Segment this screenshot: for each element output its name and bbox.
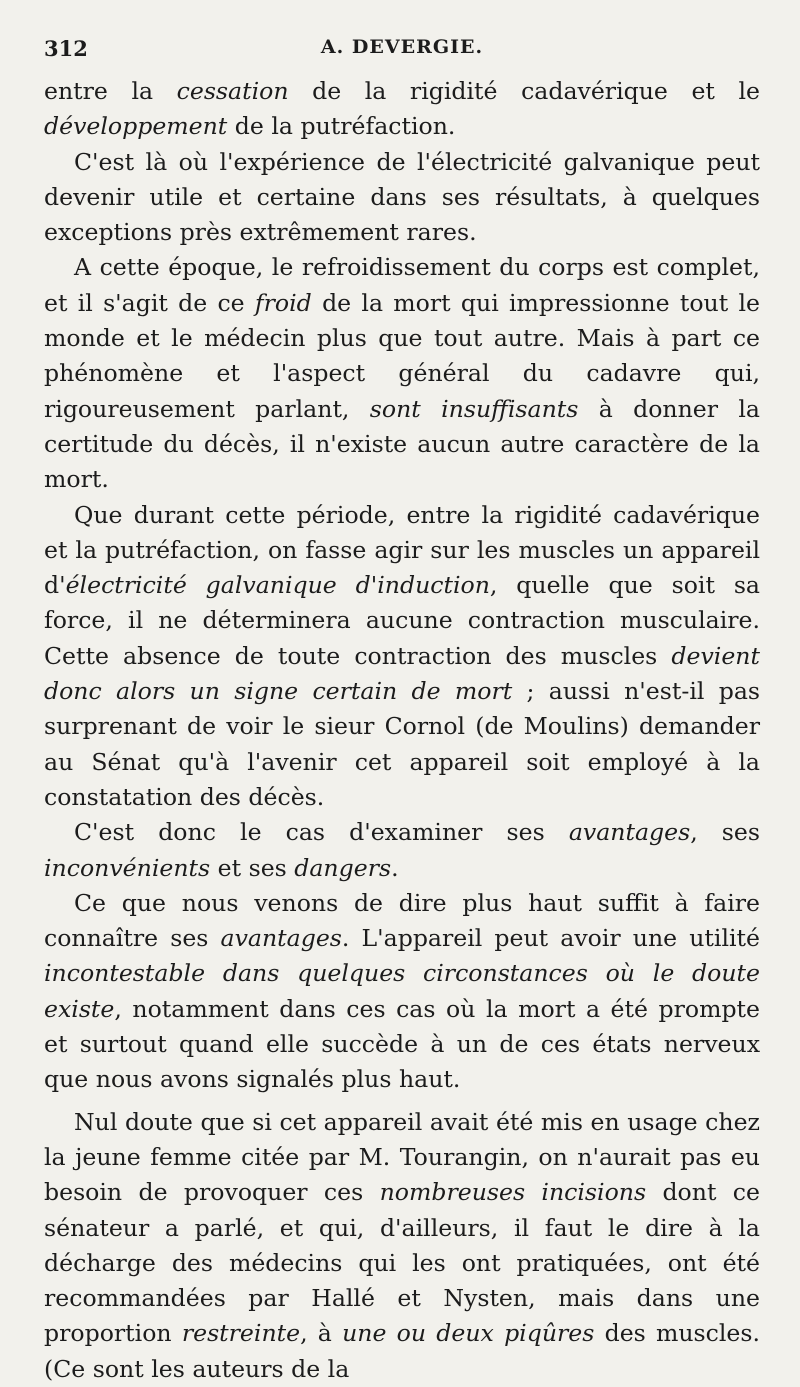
italic-text: devient donc alors un signe certain de mort (44, 641, 760, 706)
text-run: de la mort qui impressionne tout le monde et le médecin plus que tout autre. Mais à part ce phénomène et l'aspect général du cadavre qui, rigoureusement parlant, (44, 288, 760, 423)
text-run: des muscles. (Ce sont les auteurs de la (44, 1319, 760, 1383)
italic-text: développement (44, 112, 228, 141)
text-run: , quelle que soit sa force, il ne déterminera aucune contraction musculaire. Cette absence de toute contraction des muscles (44, 571, 761, 670)
running-title: A. DEVERGIE. (320, 36, 484, 58)
text-run: de la putréfaction. (227, 112, 456, 141)
paragraph (44, 1105, 760, 1387)
italic-text: avantages (568, 818, 691, 847)
paragraph (44, 815, 760, 886)
italic-text: électricité galvanique d'induction (65, 571, 490, 600)
italic-text: sont insuffisants (369, 394, 579, 423)
text-run: , ses (690, 818, 760, 847)
text-run: Que durant cette période, entre la rigidité cadavérique et la putréfaction, on fasse agir sur les muscles un appareil d' (44, 500, 760, 600)
text-run: et ses (210, 853, 295, 882)
text-run: . L'appareil peut avoir une utilité (341, 924, 760, 953)
italic-text: cessation (176, 77, 289, 105)
text-run: . (391, 853, 399, 882)
text-run: Nul doute que si cet appareil avait été mis en usage chez la jeune femme citée par M. Tourangin, on n'aurait pas eu besoin de provoquer ces (44, 1107, 760, 1207)
italic-text: une ou deux piqûres (342, 1319, 595, 1348)
text-run: A cette époque, le refroidissement du corps est complet, et il s'agit de ce (44, 253, 760, 317)
text-run: C'est donc le cas d'examiner ses (74, 818, 569, 847)
text-run: ; aussi n'est-il pas surprenant de voir le sieur Cornol (de Moulins) demander au Sénat qu'à l'avenir cet appareil soit employé à la constatation des décès. (44, 677, 760, 811)
italic-text: inconvénients (44, 853, 211, 882)
paragraph (44, 498, 760, 816)
text-run: de la rigidité cadavérique et le (288, 77, 760, 105)
text-run: C'est là où l'expérience de l'électricité galvanique peut devenir utile et certaine dans ses résultats, à quelques exceptions près extrêmement rares. (44, 147, 760, 247)
italic-text: restreinte (181, 1319, 301, 1348)
text-run: Ce que nous venons de dire plus haut suffit à faire connaître ses (44, 888, 760, 953)
italic-text: incontestable dans quelques circonstances où le doute existe (44, 959, 760, 1023)
italic-text: froid (254, 288, 312, 317)
text-run: dont ce sénateur a parlé, et qui, d'ailleurs, il faut le dire à la décharge des médecins qui les ont pratiquées, ont été recommandées par Hallé et Nysten, mais dans une proportion (44, 1178, 760, 1348)
paragraph (44, 886, 760, 1098)
text-run: , notamment dans ces cas où la mort a été prompte et surtout quand elle succède à un de ces états nerveux que nous avons signalés plus haut. (44, 994, 760, 1094)
text-run: , à (300, 1319, 343, 1348)
running-head (44, 36, 760, 74)
page-number: 312 (44, 36, 88, 61)
paragraph (44, 145, 760, 251)
italic-text: avantages (220, 924, 342, 953)
text-run: à donner la certitude du décès, il n'existe aucun autre caractère de la mort. (44, 394, 760, 494)
paragraph (44, 74, 760, 145)
body-text (44, 74, 760, 1387)
italic-text: nombreuses incisions (379, 1178, 647, 1207)
paragraph (44, 250, 760, 497)
text-run: entre la (44, 77, 177, 105)
italic-text: dangers (294, 853, 392, 882)
